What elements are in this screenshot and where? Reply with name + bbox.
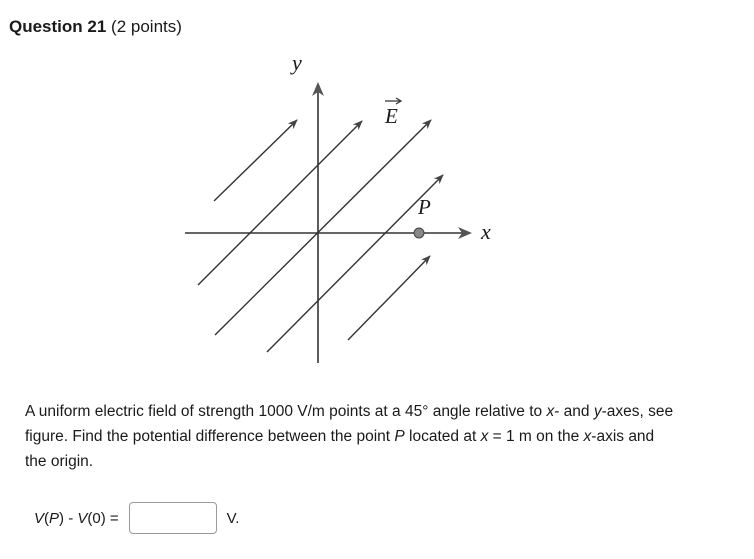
- problem-text-part: -axes, see figure. Find the potential difference between the point: [25, 403, 674, 445]
- var-p: P: [49, 509, 60, 527]
- y-axis-label: y: [292, 50, 302, 75]
- var-v: V: [34, 509, 45, 527]
- var-x: x: [480, 428, 489, 445]
- problem-text-part: - and: [554, 403, 594, 420]
- x-axis-label: x: [481, 219, 491, 244]
- field-line: [267, 175, 443, 352]
- field-label: E: [385, 104, 398, 128]
- var-p: P: [394, 428, 405, 445]
- answer-expression: V(P) - V(0) =: [34, 509, 119, 527]
- answer-row: [34, 500, 239, 536]
- question-title: Question 21: [9, 17, 107, 36]
- answer-unit: V.: [226, 509, 240, 527]
- field-line: [348, 256, 430, 340]
- field-line: [198, 121, 362, 285]
- field-lines: [198, 120, 443, 352]
- answer-expression-part: (0) =: [87, 509, 119, 527]
- problem-text-part: = 1 m on the: [488, 428, 584, 445]
- var-x: x: [583, 428, 592, 445]
- problem-statement: [25, 399, 675, 474]
- problem-text-part: A uniform electric field of strength 1000 V/m points at a 45° angle relative to: [25, 403, 547, 420]
- problem-text-part: -axis and the origin.: [25, 428, 655, 470]
- problem-text-part: located at: [404, 428, 481, 445]
- var-v: V: [77, 509, 88, 527]
- field-line: [215, 120, 431, 335]
- answer-input[interactable]: [129, 502, 217, 534]
- point-p-marker: [414, 228, 424, 238]
- answer-expression-part: ) -: [59, 509, 78, 527]
- var-x: x: [546, 403, 555, 420]
- var-y: y: [593, 403, 602, 420]
- field-line: [214, 120, 297, 201]
- question-points: (2 points): [111, 17, 182, 36]
- point-p-label: P: [418, 195, 431, 219]
